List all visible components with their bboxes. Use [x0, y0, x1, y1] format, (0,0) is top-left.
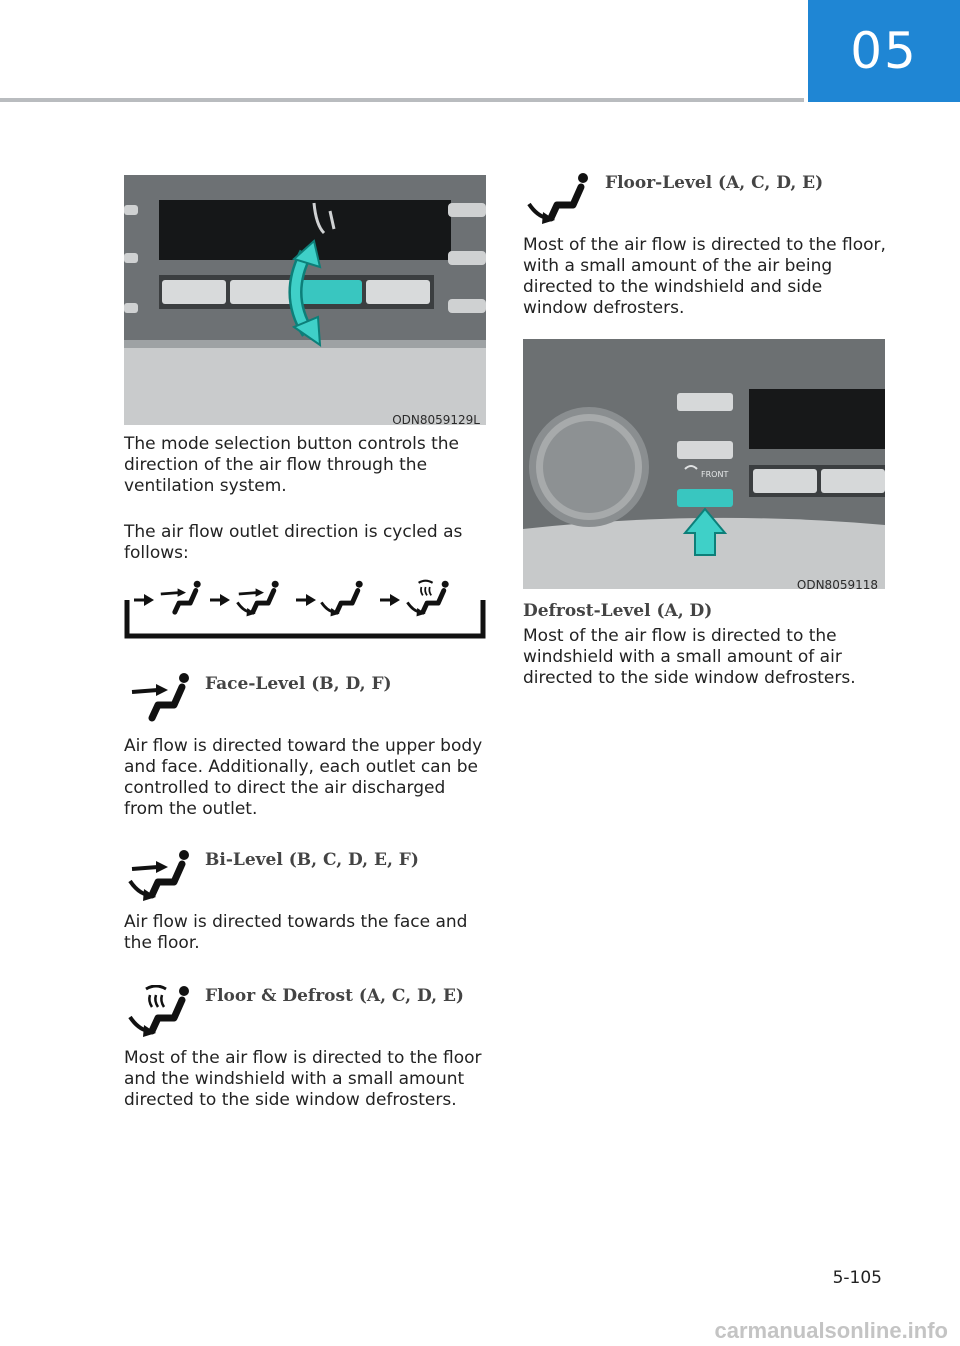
- floor-level-icon: [527, 172, 599, 228]
- mode-heading: Face-Level (B, D, F): [205, 674, 392, 694]
- mode-heading: Bi-Level (B, C, D, E, F): [205, 850, 419, 870]
- mode-description: Most of the air flow is directed to the windshield with a small amount of air directed to the side window defrosters.: [523, 626, 856, 688]
- intro-paragraph: The mode selection button controls the direction of the air flow through the ventilation system.: [124, 434, 460, 496]
- chapter-number: 05: [850, 22, 918, 80]
- floor-defrost-icon: [128, 985, 200, 1041]
- front-label: FRONT: [701, 470, 729, 479]
- face-level-icon: [128, 672, 200, 728]
- mode-heading: Floor-Level (A, C, D, E): [605, 173, 824, 193]
- mode-description: Air flow is directed toward the upper body and face. Additionally, each outlet can be controlled to direct the air discharged from the outlet.: [124, 736, 483, 819]
- page-number: 5-105: [832, 1268, 882, 1288]
- figure-mode-selection: [124, 175, 486, 425]
- figure-code: ODN8059129L: [392, 413, 480, 427]
- mode-heading: Floor & Defrost (A, C, D, E): [205, 986, 464, 1006]
- cycle-arrow-icon: [210, 594, 230, 606]
- floor-level-icon: [321, 581, 362, 617]
- bi-level-icon: [128, 849, 200, 905]
- mode-description: Most of the air flow is directed to the floor and the windshield with a small amount directed to the side window defrosters.: [124, 1048, 482, 1110]
- intro-paragraph: The air flow outlet direction is cycled as follows:: [124, 522, 463, 563]
- mode-heading: Defrost-Level (A, D): [523, 601, 713, 621]
- mode-description: Most of the air flow is directed to the floor, with a small amount of the air being directed to the windshield and side window defrosters.: [523, 235, 886, 318]
- cycle-arrow-icon: [134, 594, 154, 606]
- watermark: carmanualsonline.info: [714, 1318, 948, 1343]
- header-rule: [0, 98, 804, 102]
- chapter-tab: [808, 0, 960, 102]
- cycle-arrow-icon: [296, 594, 316, 606]
- figure-defrost-button: [523, 339, 885, 589]
- mode-description: Air flow is directed towards the face and the floor.: [124, 912, 468, 953]
- mode-cycle-diagram: [124, 578, 486, 640]
- figure-mode-selection-illustration: [124, 175, 486, 425]
- figure-code: ODN8059118: [796, 578, 878, 592]
- cycle-arrow-icon: [380, 594, 400, 606]
- floor-defrost-icon: [407, 581, 448, 617]
- bi-level-icon: [237, 581, 278, 617]
- face-level-icon: [161, 581, 201, 613]
- figure-defrost-button-illustration: [523, 339, 885, 589]
